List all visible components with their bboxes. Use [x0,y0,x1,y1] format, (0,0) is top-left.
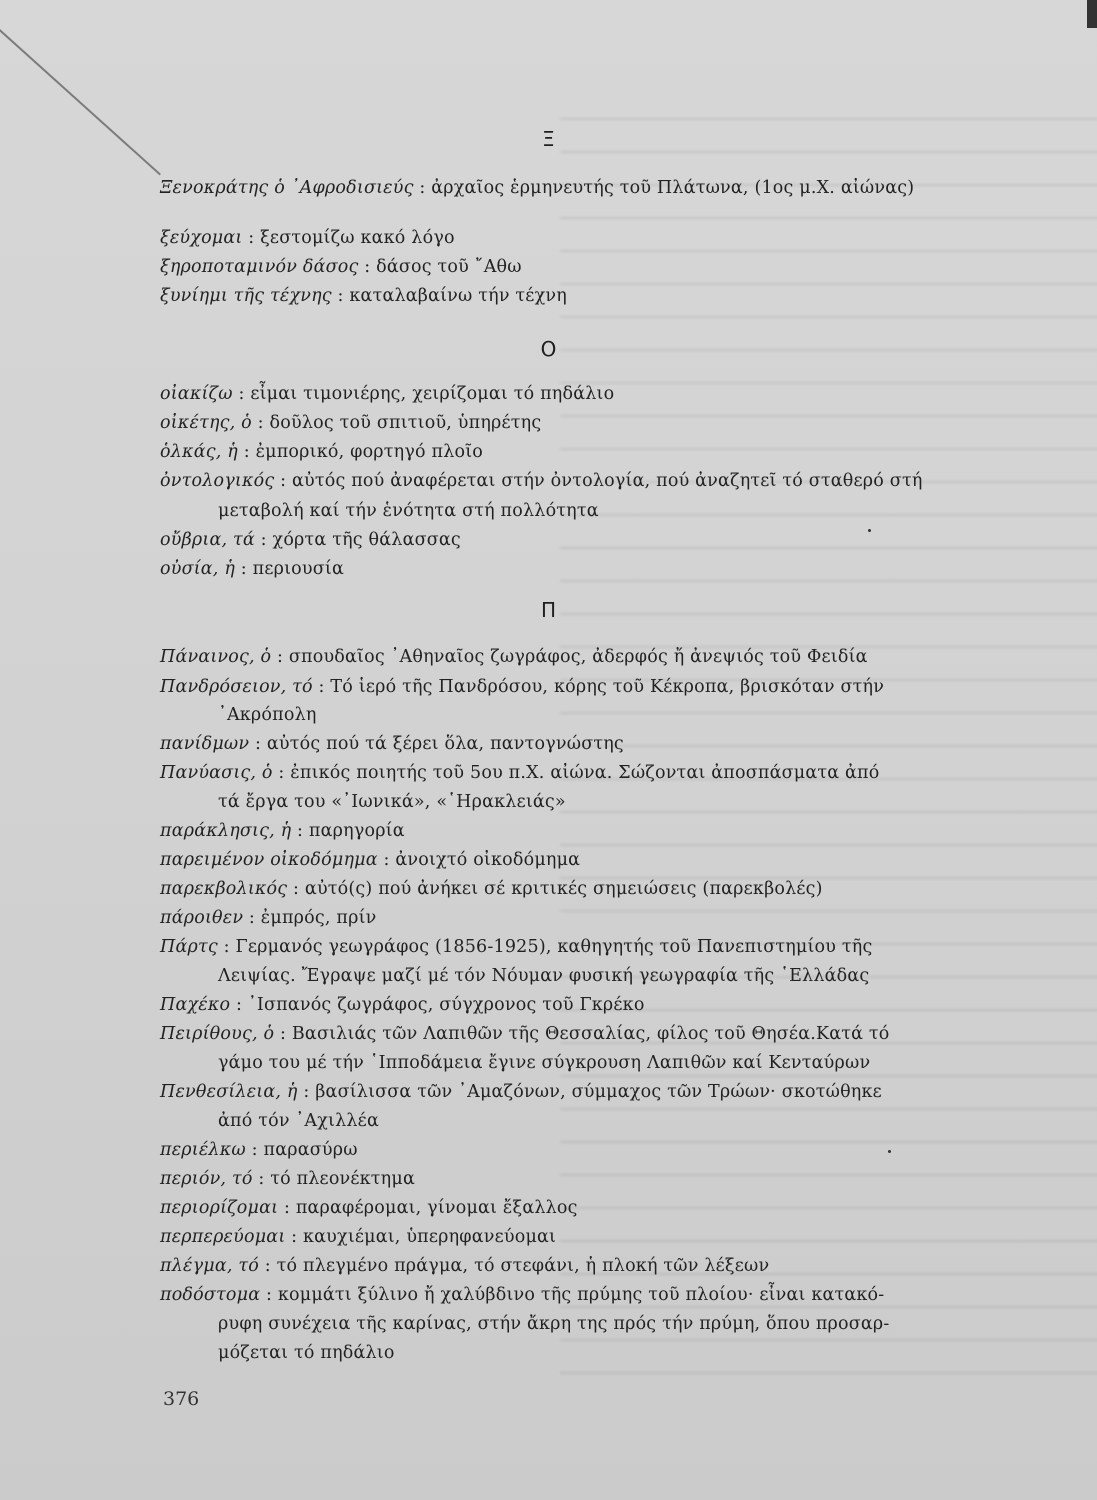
entry: ὀντολογικός : αὐτός πού ἀναφέρεται στήν ὀντολογία, πού ἀναζητεῖ τό σταθερό στή [160,471,923,491]
entry-term: οἰκέτης, ὁ [160,413,252,433]
page-number: 376 [163,1388,200,1410]
entry: Πάναινος, ὁ : σπουδαῖος ᾿Αθηναῖος ζωγράφος, ἀδερφός ἤ ἀνεψιός τοῦ Φειδία [160,647,868,667]
entry-definition: παραφέρομαι, γίνομαι ἔξαλλος [295,1198,578,1218]
entry-definition: αὐτός πού ἀναφέρεται στήν ὀντολογία, πού ἀναζητεῖ τό σταθερό στή [291,471,923,491]
entry-term: Πειρίθους, ὁ [160,1024,275,1044]
entry-term: ποδόστομα [160,1285,261,1305]
entry: ποδόστομα : κομμάτι ξύλινο ἤ χαλύβδινο τῆς πρύμης τοῦ πλοίου· εἶναι κατακό- [160,1285,885,1305]
entry-continuation: μόζεται τό πηδάλιο [218,1343,395,1363]
entry-definition: τό πλεγμένο πράγμα, τό στεφάνι, ἡ πλοκή τῶν λέξεων [276,1256,770,1276]
entry: οὐσία, ἡ : περιουσία [160,559,344,579]
entry-term: Παχέκο [160,995,231,1015]
entry-term: Πανδρόσειον, τό [160,677,313,697]
entry-definition: ἐμπρός, πρίν [260,908,377,928]
entry: παρειμένον οἰκοδόμημα : ἀνοιχτό οἰκοδόμημα [160,850,581,870]
section-letter-pi: Π [540,598,557,622]
entry: ξεύχομαι : ξεστομίζω κακό λόγο [160,228,455,248]
entry-term: παρεκβολικός [160,879,288,899]
entry-term: ὁλκάς, ἡ [160,442,238,462]
entry-term: πλέγμα, τό [160,1256,259,1276]
entry-definition: χόρτα τῆς θάλασσας [272,530,461,550]
entry-term: Πενθεσίλεια, ἡ [160,1082,298,1102]
entry: περιέλκω : παρασύρω [160,1140,358,1160]
ink-speck [888,1150,891,1153]
entry-term: ξυνίημι τῆς τέχνης [160,286,332,306]
entry-continuation: ἀπό τόν ᾿Αχιλλέα [218,1111,379,1131]
entry-term: Πάρτς [160,937,218,957]
entry-definition: παρηγορία [308,821,405,841]
entry-definition: ἐπικός ποιητής τοῦ 5ου π.Χ. αἰώνα. Σώζονται ἀποσπάσματα ἀπό [290,763,880,783]
entry-continuation: μεταβολή καί τήν ἑνότητα στή πολλότητα [218,501,599,521]
page-fold-line [0,20,161,175]
entry-term: Πανύασις, ὁ [160,763,273,783]
entry-definition: περιουσία [252,559,344,579]
entry-definition: ἐμπορικό, φορτηγό πλοῖο [255,442,484,462]
entry-term: περιόν, τό [160,1169,253,1189]
entry-definition: αὐτός πού τά ξέρει ὅλα, παντογνώστης [266,734,624,754]
entry-term: οὔβρια, τά [160,530,255,550]
entry-definition: ἀρχαῖος ἑρμηνευτής τοῦ Πλάτωνα, (1ος μ.Χ. αἰώνας) [431,178,915,198]
entry-term: παράκλησις, ἡ [160,821,292,841]
entry-definition: κομμάτι ξύλινο ἤ χαλύβδινο τῆς πρύμης τοῦ πλοίου· εἶναι κατακό- [277,1285,885,1305]
entry-continuation: Λειψίας. Ἔγραψε μαζί μέ τόν Νόυμαν φυσική γεωγραφία τῆς ῾Ελλάδας [218,966,870,986]
entry-continuation: γάμο του μέ τήν ῾Ιπποδάμεια ἔγινε σύγκρουση Λαπιθῶν καί Κενταύρων [218,1053,871,1073]
entry-definition: εἶμαι τιμονιέρης, χειρίζομαι τό πηδάλιο [250,384,615,404]
entry: Πανύασις, ὁ : ἐπικός ποιητής τοῦ 5ου π.Χ. αἰώνα. Σώζονται ἀποσπάσματα ἀπό [160,763,880,783]
entry-term: οἰακίζω [160,384,233,404]
entry-term: ὀντολογικός [160,471,275,491]
entry-definition: Τό ἱερό τῆς Πανδρόσου, κόρης τοῦ Κέκροπα, βρισκόταν στήν [330,677,885,697]
entry: Ξενοκράτης ὁ ᾿Αφροδισιεύς : ἀρχαῖος ἑρμηνευτής τοῦ Πλάτωνα, (1ος μ.Χ. αἰώνας) [160,178,915,198]
entry-definition: αὐτό(ς) πού ἀνήκει σέ κριτικές σημειώσεις (παρεκβολές) [304,879,823,899]
entry-continuation: τά ἔργα του «᾿Ιωνικά», «῾Ηρακλειάς» [218,792,566,812]
entry: ξηροποταμινόν δάσος : δάσος τοῦ ῎Αθω [160,257,522,277]
entry-term: Ξενοκράτης ὁ ᾿Αφροδισιεύς [160,178,414,198]
entry: ὁλκάς, ἡ : ἐμπορικό, φορτηγό πλοῖο [160,442,484,462]
entry: περπερεύομαι : καυχιέμαι, ὑπερηφανεύομαι [160,1227,557,1247]
entry-definition: καταλαβαίνω τήν τέχνη [349,286,567,306]
entry: παρεκβολικός : αὐτό(ς) πού ἀνήκει σέ κριτικές σημειώσεις (παρεκβολές) [160,879,823,899]
entry: οὔβρια, τά : χόρτα τῆς θάλασσας [160,530,461,550]
entry-term: ξεύχομαι [160,228,243,248]
entry-definition: δοῦλος τοῦ σπιτιοῦ, ὑπηρέτης [269,413,542,433]
entry-term: πανίδμων [160,734,250,754]
entry-definition: ἀνοιχτό οἰκοδόμημα [395,850,581,870]
entry-definition: ξεστομίζω κακό λόγο [260,228,455,248]
entry-term: περπερεύομαι [160,1227,286,1247]
entry-definition: βασίλισσα τῶν ᾿Αμαζόνων, σύμμαχος τῶν Τρώων· σκοτώθηκε [315,1082,882,1102]
entry-definition: Βασιλιάς τῶν Λαπιθῶν τῆς Θεσσαλίας, φίλος τοῦ Θησέα.Κατά τό [291,1024,890,1044]
entry-term: περιορίζομαι [160,1198,279,1218]
entry-definition: ᾿Ισπανός ζωγράφος, σύγχρονος τοῦ Γκρέκο [247,995,645,1015]
entry: Πάρτς : Γερμανός γεωγράφος (1856-1925), καθηγητής τοῦ Πανεπιστημίου τῆς [160,937,873,957]
entry-term: περιέλκω [160,1140,246,1160]
entry-term: Πάναινος, ὁ [160,647,272,667]
entry-definition: καυχιέμαι, ὑπερηφανεύομαι [303,1227,557,1247]
entry: οἰκέτης, ὁ : δοῦλος τοῦ σπιτιοῦ, ὑπηρέτης [160,413,542,433]
ink-speck [868,529,871,532]
entry: πάροιθεν : ἐμπρός, πρίν [160,908,377,928]
entry-term: παρειμένον οἰκοδόμημα [160,850,378,870]
entry: παράκλησις, ἡ : παρηγορία [160,821,405,841]
entry-definition: παρασύρω [263,1140,358,1160]
entry: περιορίζομαι : παραφέρομαι, γίνομαι ἔξαλλος [160,1198,578,1218]
entry: Πανδρόσειον, τό : Τό ἱερό τῆς Πανδρόσου, κόρης τοῦ Κέκροπα, βρισκόταν στήν [160,677,885,697]
entry: περιόν, τό : τό πλεονέκτημα [160,1169,415,1189]
entry-definition: Γερμανός γεωγράφος (1856-1925), καθηγητής τοῦ Πανεπιστημίου τῆς [235,937,873,957]
entry-term: οὐσία, ἡ [160,559,236,579]
entry-term: ξηροποταμινόν δάσος [160,257,359,277]
entry-continuation: ρυφη συνέχεια τῆς καρίνας, στήν ἄκρη της πρός τήν πρύμη, ὅπου προσαρ- [218,1314,890,1334]
entry-term: πάροιθεν [160,908,244,928]
entry: πλέγμα, τό : τό πλεγμένο πράγμα, τό στεφάνι, ἡ πλοκή τῶν λέξεων [160,1256,770,1276]
entry-definition: σπουδαῖος ᾿Αθηναῖος ζωγράφος, ἀδερφός ἤ ἀνεψιός τοῦ Φειδία [288,647,868,667]
section-letter-omicron: Ο [540,337,557,361]
entry: οἰακίζω : εἶμαι τιμονιέρης, χειρίζομαι τό πηδάλιο [160,384,615,404]
entry: ξυνίημι τῆς τέχνης : καταλαβαίνω τήν τέχνη [160,286,567,306]
entry-definition: δάσος τοῦ ῎Αθω [376,257,522,277]
section-letter-xi: Ξ [542,127,555,151]
entry: Πειρίθους, ὁ : Βασιλιάς τῶν Λαπιθῶν τῆς Θεσσαλίας, φίλος τοῦ Θησέα.Κατά τό [160,1024,890,1044]
bleed-through-text [560,100,1097,1400]
edge-mark [1087,0,1097,28]
entry: Παχέκο : ᾿Ισπανός ζωγράφος, σύγχρονος τοῦ Γκρέκο [160,995,645,1015]
entry-definition: τό πλεονέκτημα [270,1169,415,1189]
entry: Πενθεσίλεια, ἡ : βασίλισσα τῶν ᾿Αμαζόνων, σύμμαχος τῶν Τρώων· σκοτώθηκε [160,1082,882,1102]
entry-continuation: ᾿Ακρόπολη [218,705,317,725]
entry: πανίδμων : αὐτός πού τά ξέρει ὅλα, παντογνώστης [160,734,624,754]
